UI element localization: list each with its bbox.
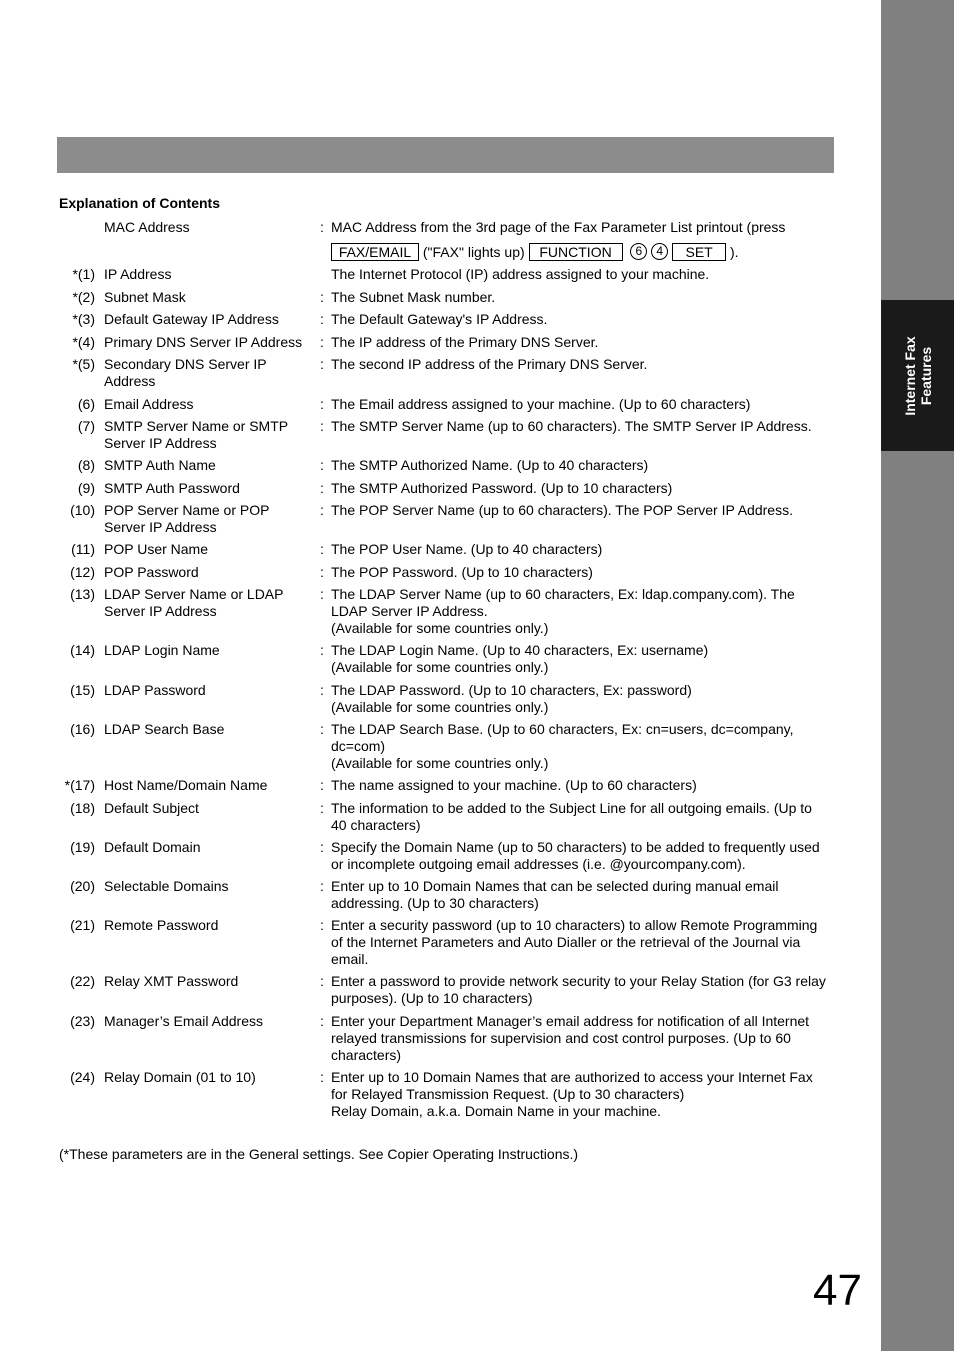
item-number: (21) xyxy=(70,917,95,933)
fax-email-key: FAX/EMAIL xyxy=(331,243,419,261)
item-description-text: The LDAP Password. (Up to 10 characters, Ex: password) xyxy=(331,682,692,698)
item-label: SMTP Auth Password xyxy=(104,480,240,496)
item-colon: : xyxy=(320,334,324,350)
item-description: The Subnet Mask number. xyxy=(331,289,496,305)
item-label: Relay XMT Password xyxy=(104,973,239,989)
item-label: IP Address xyxy=(104,266,172,282)
item-colon: : xyxy=(320,564,324,580)
item-colon: : xyxy=(320,502,324,518)
item-description xyxy=(331,721,821,772)
item-description-text: The LDAP Search Base. (Up to 60 characters, Ex: cn=users, dc=company, dc=com) xyxy=(331,721,794,754)
section-title: Explanation of Contents xyxy=(59,195,220,211)
item-number: (6) xyxy=(77,396,95,412)
item-description: The second IP address of the Primary DNS Server. xyxy=(331,356,648,372)
item-number: (16) xyxy=(70,721,95,737)
item-description: Enter your Department Manager’s email address for notification of all Internet relayed transmissions for supervision and cost control purposes. (Up to 60 characters) xyxy=(331,1013,810,1063)
item-number: (7) xyxy=(77,418,95,434)
item-description: The SMTP Authorized Name. (Up to 40 characters) xyxy=(331,457,649,473)
item-number: *(3) xyxy=(72,311,95,327)
item-description: Enter a security password (up to 10 characters) to allow Remote Programming of the Internet Parameters and Auto Dialler or the retrieval of the Journal via email. xyxy=(331,917,818,967)
item-number: (19) xyxy=(70,839,95,855)
item-number: *(1) xyxy=(72,266,95,282)
item-number: (11) xyxy=(71,541,95,557)
set-key: SET xyxy=(672,243,726,261)
item-colon: : xyxy=(320,682,324,698)
item-colon: : xyxy=(320,839,324,855)
item-colon: : xyxy=(320,1013,324,1029)
item-colon: : xyxy=(320,878,324,894)
item-description: The Default Gateway's IP Address. xyxy=(331,311,548,327)
item-description-text: Enter up to 10 Domain Names that are authorized to access your Internet Fax for Relayed Transmission Request. (Up to 30 characters) xyxy=(331,1069,813,1102)
item-label: Relay Domain (01 to 10) xyxy=(104,1069,256,1085)
item-description-text: The LDAP Server Name (up to 60 characters, Ex: ldap.company.com). The LDAP Server IP Address. xyxy=(331,586,795,619)
item-description: The SMTP Authorized Password. (Up to 10 characters) xyxy=(331,480,673,496)
item-number: (13) xyxy=(70,586,95,602)
item-label: Subnet Mask xyxy=(104,289,186,305)
item-number: *(5) xyxy=(72,356,95,372)
item-label: SMTP Auth Name xyxy=(104,457,216,473)
item-description: Specify the Domain Name (up to 50 characters) to be added to frequently used or incomplete outgoing email addresses (i.e. @yourcompany.com). xyxy=(331,839,820,872)
item-description xyxy=(331,586,821,637)
item-label: Host Name/Domain Name xyxy=(104,777,268,793)
item-description: The information to be added to the Subject Line for all outgoing emails. (Up to 40 characters) xyxy=(331,800,812,833)
item-colon: : xyxy=(320,586,324,602)
item-note: (Available for some countries only.) xyxy=(331,659,549,675)
item-label: POP Password xyxy=(104,564,199,580)
item-colon: : xyxy=(320,917,324,933)
item-colon: : xyxy=(320,311,324,327)
item-number: (24) xyxy=(70,1069,95,1085)
item-description: Enter a password to provide network security to your Relay Station (for G3 relay purposes). (Up to 10 characters) xyxy=(331,973,826,1006)
item-colon: : xyxy=(320,356,324,372)
item-colon: : xyxy=(320,541,324,557)
item-note: (Available for some countries only.) xyxy=(331,699,549,715)
key-note: ("FAX" lights up) xyxy=(422,244,525,260)
item-colon: : xyxy=(320,973,324,989)
item-description: The Internet Protocol (IP) address assigned to your machine. xyxy=(331,266,710,282)
item-description-text: The LDAP Login Name. (Up to 40 characters, Ex: username) xyxy=(331,642,709,658)
page-number: 47 xyxy=(813,1266,862,1315)
item-label: Default Domain xyxy=(104,839,201,855)
section-tab xyxy=(881,300,954,451)
item-description xyxy=(331,682,831,716)
item-colon: : xyxy=(320,396,324,412)
section-tab-line1: Internet Fax xyxy=(901,335,918,416)
item-colon: : xyxy=(320,777,324,793)
item-colon: : xyxy=(320,480,324,496)
section-tab-label xyxy=(902,336,934,415)
item-colon: : xyxy=(320,219,324,235)
key-sequence-end: ). xyxy=(730,244,739,260)
item-label: Email Address xyxy=(104,396,194,412)
side-strip xyxy=(881,0,954,1351)
item-label: Remote Password xyxy=(104,917,219,933)
item-note: (Available for some countries only.) xyxy=(331,620,549,636)
key-sequence xyxy=(331,243,739,262)
item-description xyxy=(331,642,831,676)
item-number: (14) xyxy=(70,642,95,658)
item-label: LDAP Server Name or LDAP Server IP Address xyxy=(104,586,284,619)
item-colon: : xyxy=(320,1069,324,1085)
item-number: *(17) xyxy=(64,777,95,793)
item-label: Default Subject xyxy=(104,800,199,816)
item-label: Selectable Domains xyxy=(104,878,229,894)
item-colon: : xyxy=(320,418,324,434)
item-note: (Available for some countries only.) xyxy=(331,755,549,771)
item-number: *(2) xyxy=(72,289,95,305)
item-colon: : xyxy=(320,289,324,305)
item-number: (10) xyxy=(70,502,95,518)
item-description xyxy=(331,1069,831,1120)
item-colon: : xyxy=(320,642,324,658)
digit-4-key: 4 xyxy=(651,243,668,260)
item-number: (9) xyxy=(77,480,95,496)
item-number: *(4) xyxy=(72,334,95,350)
item-description: The POP Server Name (up to 60 characters). The POP Server IP Address. xyxy=(331,502,793,518)
section-tab-line2: Features xyxy=(917,346,934,405)
item-label: LDAP Search Base xyxy=(104,721,225,737)
item-label: Manager’s Email Address xyxy=(104,1013,264,1029)
function-key: FUNCTION xyxy=(529,243,623,261)
item-label: MAC Address xyxy=(104,219,190,235)
item-label: POP Server Name or POP Server IP Address xyxy=(104,502,270,535)
item-description: The IP address of the Primary DNS Server. xyxy=(331,334,599,350)
item-number: (8) xyxy=(77,457,95,473)
digit-6-key: 6 xyxy=(630,243,647,260)
item-description: The POP User Name. (Up to 40 characters) xyxy=(331,541,603,557)
item-description: The SMTP Server Name (up to 60 characters). The SMTP Server IP Address. xyxy=(331,418,812,434)
item-description: The POP Password. (Up to 10 characters) xyxy=(331,564,593,580)
item-label: Primary DNS Server IP Address xyxy=(104,334,303,350)
item-number: (18) xyxy=(70,800,95,816)
item-label: SMTP Server Name or SMTP Server IP Address xyxy=(104,418,288,451)
item-label: Default Gateway IP Address xyxy=(104,311,279,327)
item-description: The name assigned to your machine. (Up to 60 characters) xyxy=(331,777,697,793)
item-number: (12) xyxy=(70,564,95,580)
item-number: (22) xyxy=(70,973,95,989)
item-description: Enter up to 10 Domain Names that can be selected during manual email addressing. (Up to 30 characters) xyxy=(331,878,779,911)
item-number: (15) xyxy=(70,682,95,698)
footnote: (*These parameters are in the General settings. See Copier Operating Instructions.) xyxy=(59,1146,579,1162)
item-colon: : xyxy=(320,721,324,737)
item-label: LDAP Login Name xyxy=(104,642,220,658)
item-label: LDAP Password xyxy=(104,682,206,698)
item-description: MAC Address from the 3rd page of the Fax Parameter List printout (press xyxy=(331,219,786,235)
item-label: POP User Name xyxy=(104,541,208,557)
item-colon: : xyxy=(320,457,324,473)
item-note: Relay Domain, a.k.a. Domain Name in your machine. xyxy=(331,1103,661,1119)
item-colon: : xyxy=(320,800,324,816)
item-description: The Email address assigned to your machine. (Up to 60 characters) xyxy=(331,396,751,412)
item-number: (20) xyxy=(70,878,95,894)
item-label: Secondary DNS Server IP Address xyxy=(104,356,267,389)
item-number: (23) xyxy=(70,1013,95,1029)
